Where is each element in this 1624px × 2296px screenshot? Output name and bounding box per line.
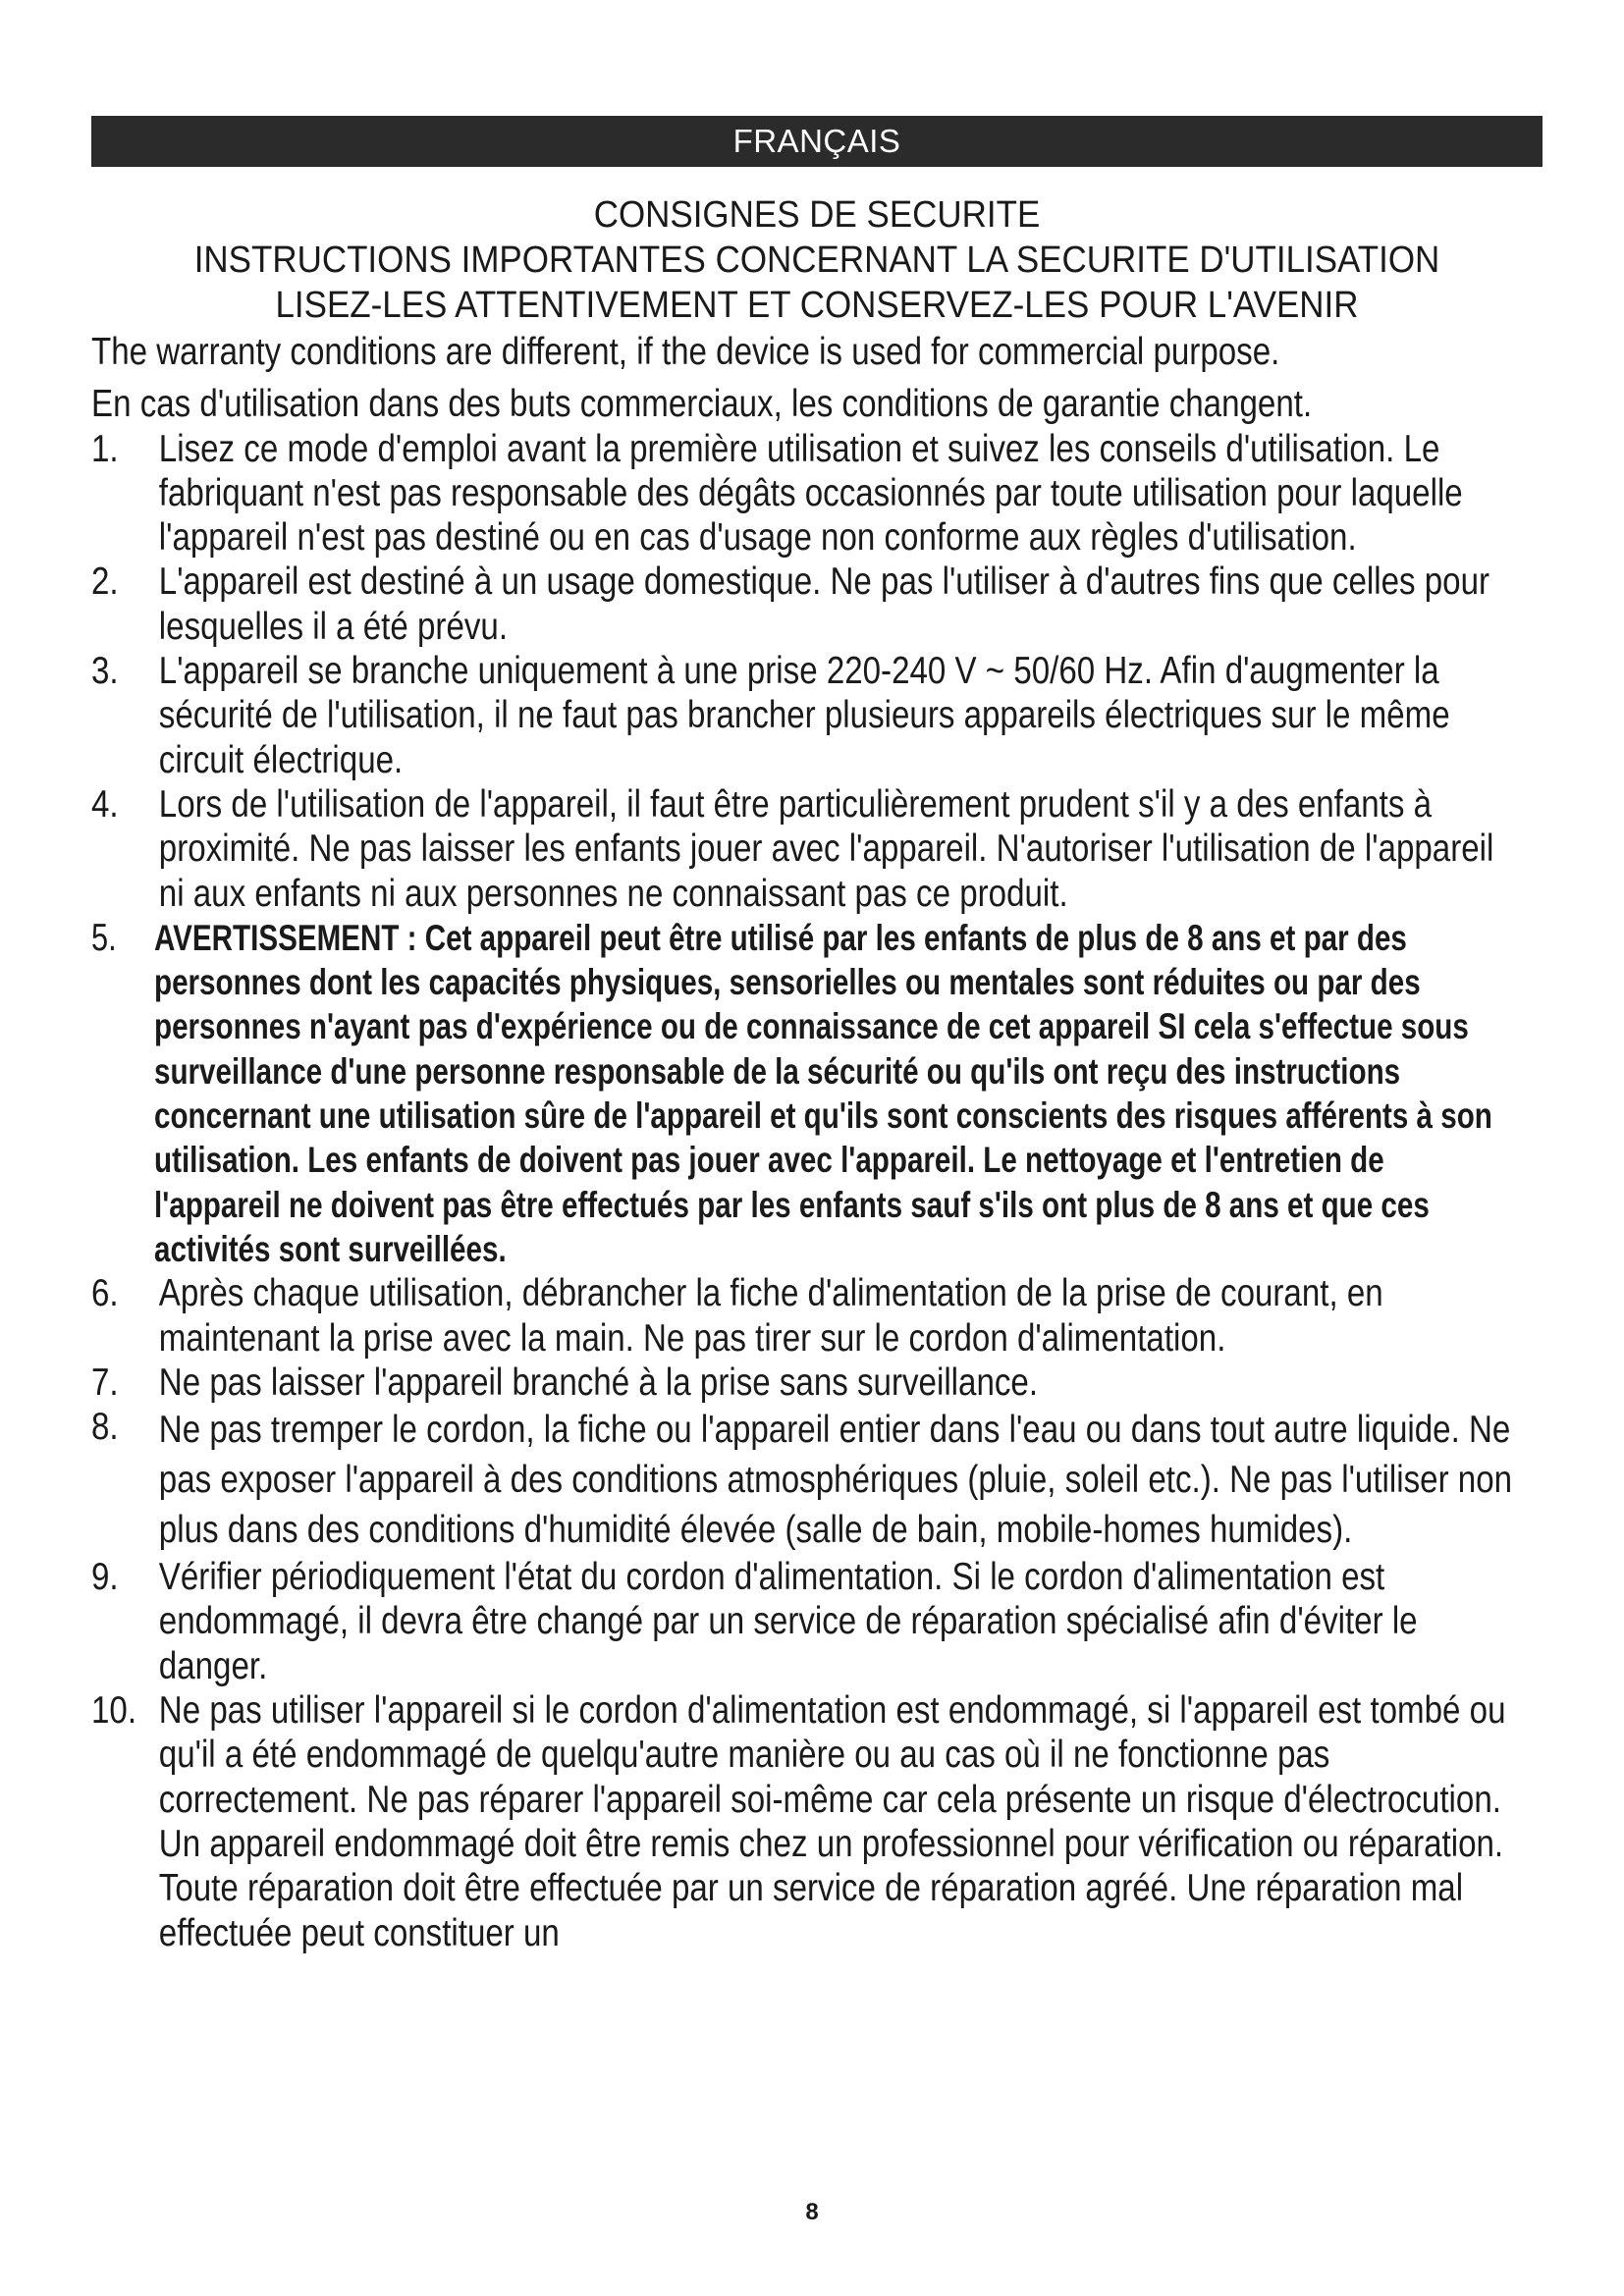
list-item-text: Vérifier périodiquement l'état du cordon d'alimentation. Si le cordon d'alimentation est endommagé, il devra être changé par un service de réparation spécialisé afin d'éviter le danger. [158, 1556, 1418, 1687]
list-item-warning [91, 916, 1492, 1271]
list-item-text: L'appareil se branche uniquement à une prise 220-240 V ~ 50/60 Hz. Afin d'augmenter la sécurité de l'utilisation, il ne faut pas brancher plusieurs appareils électriques sur le même circuit électrique. [158, 650, 1450, 781]
safety-headings [149, 192, 1485, 328]
list-item-number: 1. [91, 427, 119, 470]
safety-instructions-list [91, 427, 1554, 1955]
list-item-number: 5. [91, 916, 117, 959]
list-item-text: Ne pas tremper le cordon, la fiche ou l'appareil entier dans l'eau ou dans tout autre liquide. Ne pas exposer l'appareil à des conditions atmosphériques (pluie, soleil etc.). Ne pas l'utiliser non plus dans des conditions d'humidité élevée (salle de bain, mobile-homes humides). [158, 1409, 1513, 1552]
warning-text: AVERTISSEMENT : Cet appareil peut être utilisé par les enfants de plus de 8 ans et par des personnes dont les capacités physiques, sensorielles ou mentales sont réduites ou par des personnes n'ayant pas d'expérience ou de connaissance de cet appareil SI cela s'effectue sous surveillance d'une personne responsable de la sécurité ou qu'ils ont reçu des instructions concernant une utilisation sûre de l'appareil et qu'ils sont conscients des risques afférents à son utilisation. Les enfants de doivent pas jouer avec l'appareil. Le nettoyage et l'entretien de l'appareil ne doivent pas être effectués par les enfants sauf s'ils ont plus de 8 ans et que ces activités sont surveillées. [154, 917, 1492, 1269]
list-item [91, 1555, 1543, 1688]
language-header-bar [91, 116, 1543, 167]
list-item-text: Ne pas utiliser l'appareil si le cordon d'alimentation est endommagé, si l'appareil est tombé ou qu'il a été endommagé de quelqu'autre manière ou au cas où il ne fonctionne pas correctement. Ne pas réparer l'appareil soi-même car cela présente un risque d'électrocution. Un appareil endommagé doit être remis chez un professionnel pour vérification ou réparation. Toute réparation doit être effectuée par un service de réparation agréé. Une réparation mal effectuée peut constituer un [158, 1689, 1506, 1954]
list-item-text: Lisez ce mode d'emploi avant la première utilisation et suivez les conseils d'utilisation. Le fabriquant n'est pas responsable des dégâts occasionnés par toute utilisation pour laquelle l'appareil n'est pas destiné ou en cas d'usage non conforme aux règles d'utilisation. [158, 427, 1463, 560]
list-item-number: 2. [91, 561, 119, 604]
title-safety-instructions: CONSIGNES DE SECURITE [593, 194, 1041, 236]
list-item-number: 9. [91, 1556, 119, 1599]
list-item-number: 7. [91, 1361, 119, 1404]
warranty-note-french: En cas d'utilisation dans des buts commerciaux, les conditions de garantie changent. [91, 383, 1313, 426]
list-item-text: Ne pas laisser l'appareil branché à la prise sans surveillance. [158, 1361, 1039, 1404]
list-item [91, 560, 1543, 649]
list-item [91, 782, 1543, 916]
language-label: FRANÇAIS [732, 123, 901, 159]
list-item [91, 427, 1543, 561]
list-item [91, 1688, 1543, 1955]
list-item [91, 1271, 1543, 1361]
list-item-text: L'appareil est destiné à un usage domestique. Ne pas l'utiliser à d'autres fins que celles pour lesquelles il a été prévu. [158, 561, 1490, 648]
page-number: 8 [805, 2199, 819, 2225]
list-item [91, 1361, 1543, 1405]
list-item [91, 649, 1543, 782]
list-item-number: 6. [91, 1272, 119, 1315]
list-item-number: 8. [91, 1406, 119, 1449]
list-item-number: 3. [91, 650, 119, 693]
subtitle-read-and-keep: LISEZ-LES ATTENTIVEMENT ET CONSERVEZ-LES POUR L'AVENIR [275, 285, 1359, 326]
list-item-text: Après chaque utilisation, débrancher la fiche d'alimentation de la prise de courant, en maintenant la prise avec la main. Ne pas tirer sur le cordon d'alimentation. [158, 1272, 1383, 1360]
warranty-note-english: The warranty conditions are different, if the device is used for commercial purpose. [91, 331, 1280, 373]
list-item [91, 1405, 1543, 1555]
list-item-text: Lors de l'utilisation de l'appareil, il faut être particulièrement prudent s'il y a des enfants à proximité. Ne pas laisser les enfants jouer avec l'appareil. N'autoriser l'utilisation de l'appareil ni aux enfants ni aux personnes ne connaissant pas ce produit. [158, 782, 1494, 915]
list-item-number: 4. [91, 782, 119, 826]
body-text [91, 330, 1554, 1955]
list-item-number: 10. [91, 1689, 137, 1733]
subtitle-important-instructions: INSTRUCTIONS IMPORTANTES CONCERNANT LA SECURITE D'UTILISATION [193, 240, 1440, 281]
